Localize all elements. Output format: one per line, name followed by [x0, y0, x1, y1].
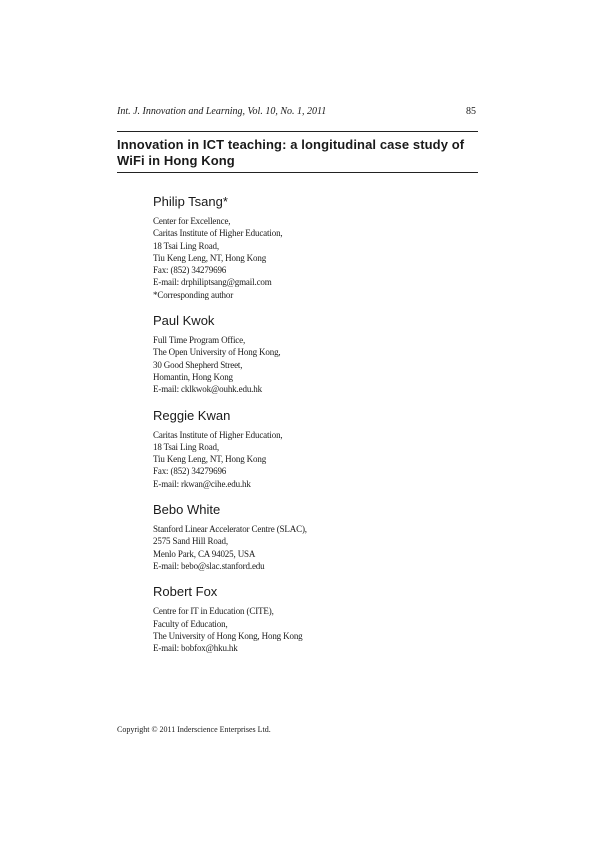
fax-line: Fax: (852) 34279696: [153, 265, 227, 276]
affiliation-line: Centre for IT in Education (CITE),: [153, 606, 274, 617]
email-line: E-mail: cklkwok@ouhk.edu.hk: [153, 384, 262, 395]
address-line: Tiu Keng Leng, NT, Hong Kong: [153, 252, 267, 263]
affiliation-line: Caritas Institute of Higher Education,: [153, 228, 283, 239]
address-line: 18 Tsai Ling Road,: [153, 240, 219, 251]
copyright-notice: Copyright © 2011 Inderscience Enterprises Ltd.: [117, 725, 271, 734]
fax-line: Fax: (852) 34279696: [153, 466, 227, 477]
affiliation-line: The University of Hong Kong, Hong Kong: [153, 630, 303, 641]
page-number: 85: [466, 106, 476, 117]
author-name: Paul Kwok: [153, 313, 215, 329]
author-name: Philip Tsang*: [153, 194, 228, 209]
address-line: Tiu Keng Leng, NT, Hong Kong: [153, 454, 267, 465]
address-line: Menlo Park, CA 94025, USA: [153, 548, 256, 559]
title-bottom-rule: [117, 172, 478, 173]
author-block: [153, 313, 473, 395]
author-name: Robert Fox: [153, 584, 218, 600]
journal-citation: Int. J. Innovation and Learning, Vol. 10, No. 1, 2011: [117, 106, 327, 117]
email-line: E-mail: rkwan@cihe.edu.hk: [153, 478, 251, 489]
email-line: E-mail: bobfox@hku.hk: [153, 643, 238, 654]
address-line: 2575 Sand Hill Road,: [153, 536, 228, 547]
author-block: [153, 502, 473, 572]
affiliation-line: Caritas Institute of Higher Education,: [153, 429, 283, 440]
affiliation-line: Faculty of Education,: [153, 618, 228, 629]
author-name: Reggie Kwan: [153, 407, 231, 423]
author-list: [153, 194, 473, 654]
author-block: [153, 584, 473, 654]
affiliation-line: The Open University of Hong Kong,: [153, 347, 281, 358]
email-line: E-mail: drphiliptsang@gmail.com: [153, 277, 272, 288]
corresponding-author-note: *Corresponding author: [153, 289, 234, 300]
affiliation-line: Full Time Program Office,: [153, 335, 246, 346]
article-title: Innovation in ICT teaching: a longitudinal case study of WiFi in Hong Kong: [117, 137, 465, 168]
running-head: [117, 106, 476, 118]
title-top-rule: [117, 131, 478, 132]
email-line: E-mail: bebo@slac.stanford.edu: [153, 560, 265, 571]
affiliation-line: Stanford Linear Accelerator Centre (SLAC),: [153, 524, 307, 535]
author-block: [153, 408, 473, 490]
author-block: [153, 194, 473, 301]
affiliation-line: Center for Excellence,: [153, 216, 231, 226]
address-line: 18 Tsai Ling Road,: [153, 441, 219, 452]
address-line: 30 Good Shepherd Street,: [153, 359, 243, 370]
address-line: Homantin, Hong Kong: [153, 371, 233, 382]
author-name: Bebo White: [153, 502, 221, 518]
